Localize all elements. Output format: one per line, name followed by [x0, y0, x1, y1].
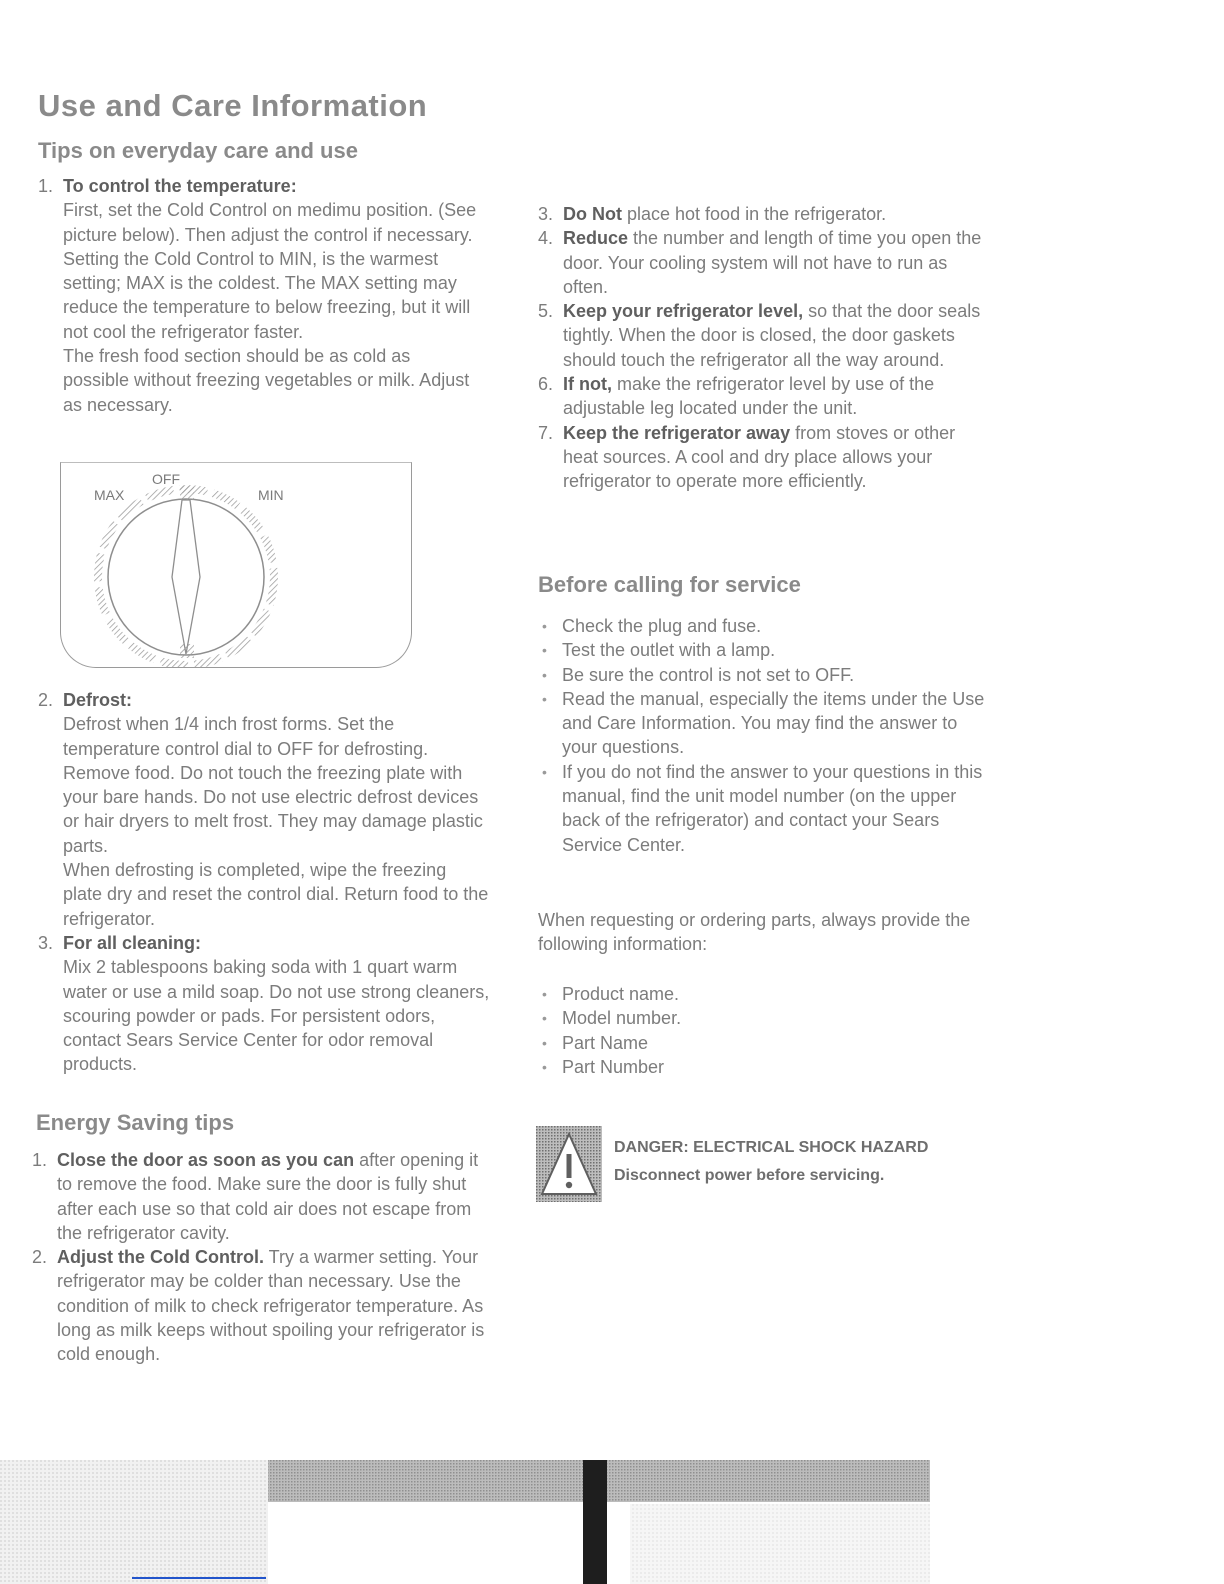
item-number: 4. [538, 228, 554, 249]
dial-graduated-ring [98, 489, 274, 665]
danger-instruction: Disconnect power before servicing. [614, 1167, 885, 1184]
parts-item: • Part Number [538, 1055, 838, 1079]
service-heading: Before calling for service [538, 572, 801, 597]
defrost-para-1: Defrost when 1/4 inch frost forms. Set the temperature control dial to OFF for defrosting. Remove food. Do not touch the freezing plate with your bare hands. Do not use electric defrost devices or hair dryers to melt frost. They may damage plastic parts. [63, 714, 483, 856]
dial-label-max: MAX [94, 487, 125, 503]
energy-item-text: the number and length of time you open the door. Your cooling system will not have to run as often. [563, 228, 982, 297]
item-number: 2. [38, 690, 54, 710]
dial-label-min: MIN [258, 487, 284, 503]
energy-item-bold: Do Not [563, 204, 622, 224]
energy-item-bold: If not, [563, 374, 612, 395]
service-item: • Check the plug and fuse. [538, 614, 986, 638]
dial-label-off: OFF [152, 471, 180, 487]
energy-item-text: from stoves or other heat sources. A cool and dry place allows your refrigerator to operate more efficiently. [563, 422, 956, 492]
energy-item [538, 299, 992, 372]
energy-item [538, 421, 992, 494]
cleaning-heading: For all cleaning: [63, 932, 202, 953]
energy-item-bold: Keep your refrigerator level, [563, 301, 804, 322]
service-item: • If you do not find the answer to your questions in this manual, find the unit model number (on the upper back of the refrigerator) and contact your Sears Service Center. [538, 760, 986, 857]
cleaning-item [38, 931, 490, 1077]
energy-item-text: so that the door seals tightly. When the door is closed, the door gaskets should touch the refrigerator all the way around. [563, 301, 981, 370]
temperature-para-1: First, set the Cold Control on medimu position. (See picture below). Then adjust the control if necessary. Setting the Cold Control to MIN, is the warmest setting; MAX is the coldest. The MAX setting may reduce the temperature to below freezing, but it will not cool the refrigerator faster. [63, 200, 477, 342]
energy-item [538, 202, 992, 226]
energy-item [32, 1245, 490, 1366]
dial-knob [108, 499, 264, 655]
energy-item-text: Try a warmer setting. Your refrigerator may be colder than necessary. Use the condition of milk to check refrigerator temperature. As long as milk keeps without spoiling your refrigerator is cold enough. [57, 1247, 485, 1365]
defrost-cleaning-section [38, 688, 490, 1077]
item-number: 1. [38, 176, 54, 196]
item-number: 1. [32, 1150, 48, 1170]
service-item: • Be sure the control is not set to OFF. [538, 663, 986, 687]
energy-item [538, 226, 992, 299]
energy-item-bold: Keep the refrigerator away [563, 422, 791, 443]
energy-item-bold: Reduce [563, 228, 629, 249]
cold-control-dial-illustration [60, 462, 412, 668]
temperature-item [38, 174, 478, 417]
item-number: 6. [538, 374, 554, 395]
parts-list [538, 982, 838, 1079]
temperature-heading: To control the temperature: [63, 176, 297, 196]
tips-heading: Tips on everyday care and use [38, 138, 358, 163]
off-marker [180, 486, 194, 500]
service-item: • Test the outlet with a lamp. [538, 638, 986, 662]
page-title: Use and Care Information [38, 88, 428, 123]
bottom-marker [180, 644, 194, 658]
energy-item [32, 1148, 490, 1245]
energy-item [538, 372, 992, 421]
parts-item: • Model number. [538, 1006, 838, 1030]
defrost-para-2: When defrosting is completed, wipe the freezing plate dry and reset the control dial. Return food to the refrigerator. [63, 860, 489, 929]
energy-heading: Energy Saving tips [36, 1110, 235, 1135]
item-number: 2. [32, 1247, 48, 1268]
energy-item-text: place hot food in the refrigerator. [621, 204, 887, 224]
service-item: • Read the manual, especially the items under the Use and Care Information. You may find the answer to your questions. [538, 687, 986, 760]
footer-scan-band [0, 1460, 1224, 1584]
cleaning-para: Mix 2 tablespoons baking soda with 1 quart warm water or use a mild soap. Do not use strong cleaners, scouring powder or pads. For persistent odors, contact Sears Service Center for odor removal products. [63, 957, 490, 1075]
item-number: 7. [538, 422, 554, 443]
energy-item-bold: Close the door as soon as you can [57, 1150, 355, 1170]
temperature-section [38, 174, 478, 417]
energy-tips-right [538, 202, 992, 494]
defrost-heading: Defrost: [63, 690, 133, 710]
item-number: 3. [38, 932, 54, 953]
parts-item: • Product name. [538, 982, 838, 1006]
item-number: 3. [538, 204, 554, 224]
warning-triangle-icon [536, 1126, 602, 1202]
energy-item-bold: Adjust the Cold Control. [57, 1247, 264, 1268]
danger-title: DANGER: ELECTRICAL SHOCK HAZARD [614, 1139, 929, 1156]
energy-item-text: make the refrigerator level by use of the adjustable leg located under the unit. [563, 374, 935, 419]
danger-warning [614, 1134, 928, 1190]
energy-tips-left [32, 1148, 490, 1367]
parts-intro: When requesting or ordering parts, always provide the following information: [538, 910, 971, 955]
parts-item: • Part Name [538, 1031, 838, 1055]
energy-item-text: after opening it to remove the food. Make sure the door is fully shut after each use so that cold air does not escape from the refrigerator cavity. [57, 1150, 479, 1243]
service-checklist [538, 614, 986, 857]
temperature-para-2: The fresh food section should be as cold as possible without freezing vegetables or milk. Adjust as necessary. [63, 346, 470, 415]
item-number: 5. [538, 301, 554, 322]
dial-pointer [172, 500, 200, 654]
defrost-item [38, 688, 490, 931]
